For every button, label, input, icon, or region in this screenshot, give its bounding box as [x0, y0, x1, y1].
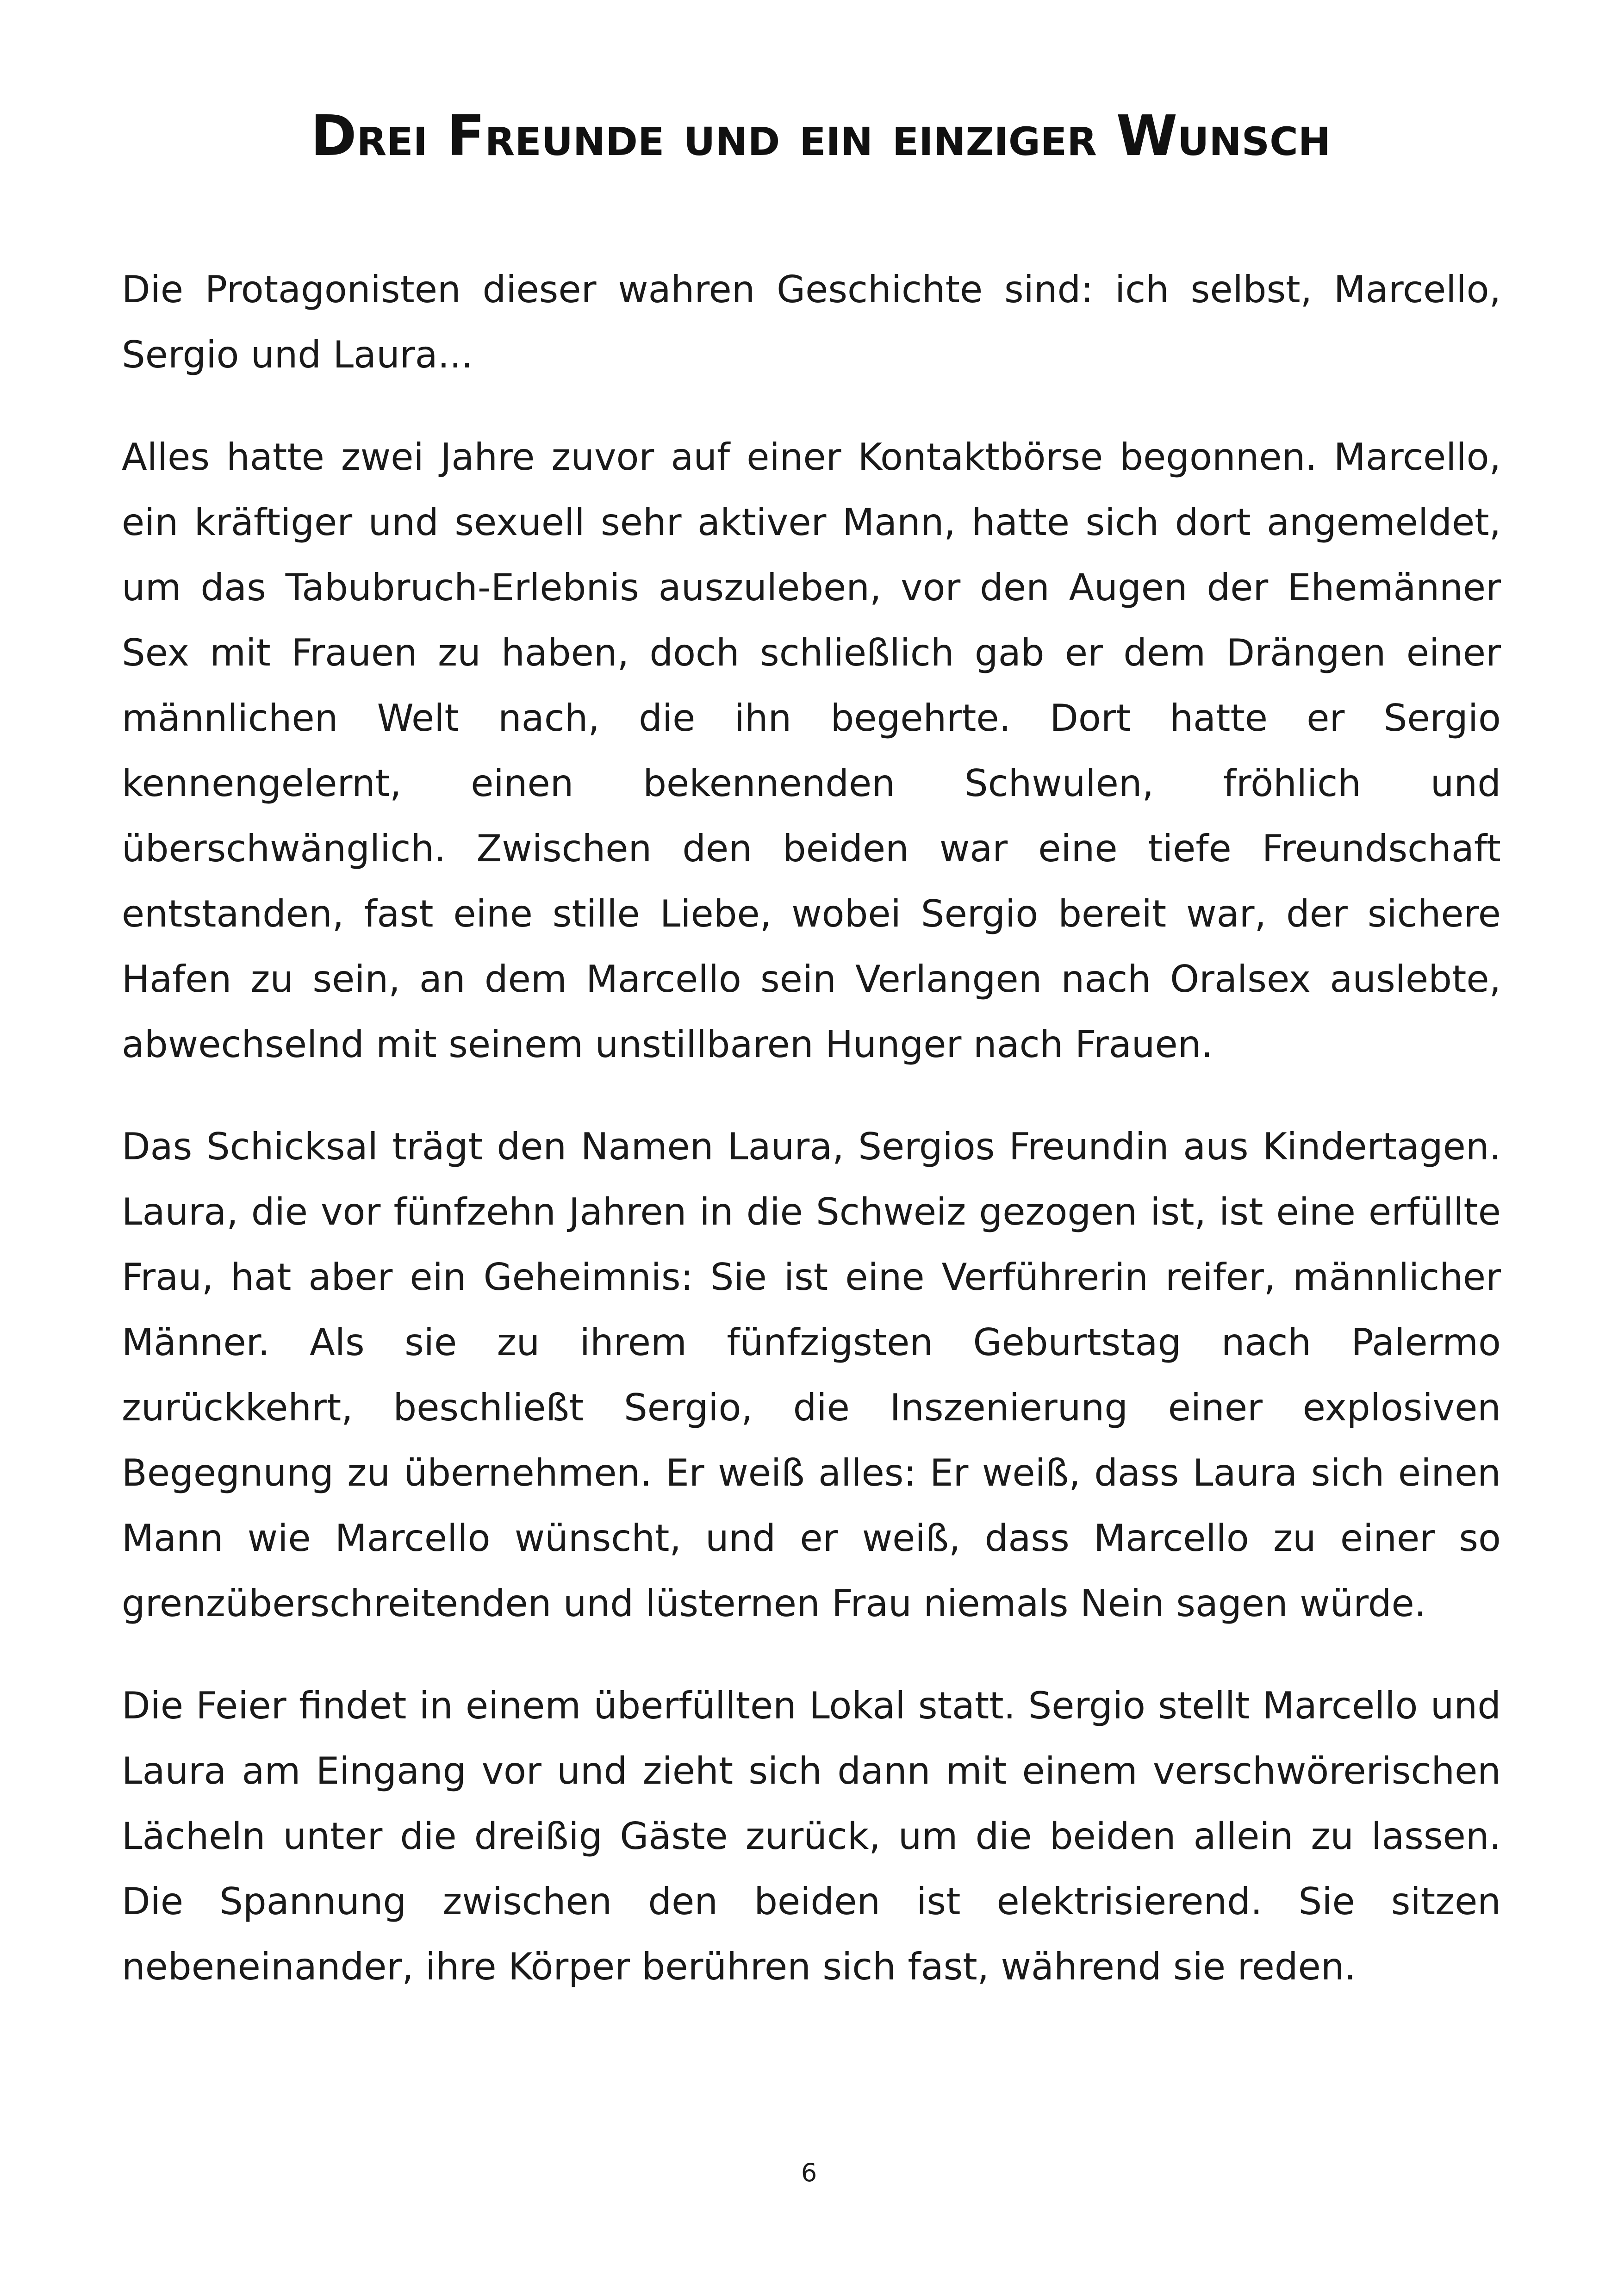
page-number: 6: [801, 2158, 817, 2187]
paragraph-laura: Das Schicksal trägt den Namen Laura, Sergios Freundin aus Kindertagen. Laura, die vor fünfzehn Jahren in die Schweiz gezogen ist, ist eine erfüllte Frau, hat aber ein Geheimnis: Sie ist eine Verführerin reifer, männlicher Männer. Als sie zu ihrem fünfzigsten Geburtstag nach Palermo zurückkehrt, beschließt Sergio, die Inszenierung einer explosiven Begegnung zu übernehmen. Er weiß alles: Er weiß, dass Laura sich einen Mann wie Marcello wünscht, und er weiß, dass Marcello zu einer so grenzüberschreitenden und lüsternen Frau niemals Nein sagen würde.: [122, 1125, 1501, 1625]
chapter-title: Drei Freunde und ein einziger Wunsch: [310, 104, 1331, 168]
body-text: [122, 257, 1501, 2036]
paragraph-marcello-sergio: Alles hatte zwei Jahre zuvor auf einer Kontaktbörse begonnen. Marcello, ein kräftiger und sexuell sehr aktiver Mann, hatte sich dort angemeldet, um das Tabubruch-Erlebnis auszuleben, vor den Augen der Ehemänner Sex mit Frauen zu haben, doch schließlich gab er dem Drängen einer männlichen Welt nach, die ihn begehrte. Dort hatte er Sergio kennengelernt, einen bekennenden Schwulen, fröhlich und überschwänglich. Zwischen den beiden war eine tiefe Freundschaft entstanden, fast eine stille Liebe, wobei Sergio bereit war, der sichere Hafen zu sein, an dem Marcello sein Verlangen nach Oralsex auslebte, abwechselnd mit seinem unstillbaren Hunger nach Frauen.: [122, 436, 1501, 1066]
paragraph-party: Die Feier findet in einem überfüllten Lokal statt. Sergio stellt Marcello und Laura am Eingang vor und zieht sich dann mit einem verschwörerischen Lächeln unter die dreißig Gäste zurück, um die beiden allein zu lassen. Die Spannung zwischen den beiden ist elektrisierend. Sie sitzen nebeneinander, ihre Körper berühren sich fast, während sie reden.: [122, 1684, 1501, 1988]
paragraph-intro: Die Protagonisten dieser wahren Geschichte sind: ich selbst, Marcello, Sergio und Laura...: [122, 268, 1501, 376]
